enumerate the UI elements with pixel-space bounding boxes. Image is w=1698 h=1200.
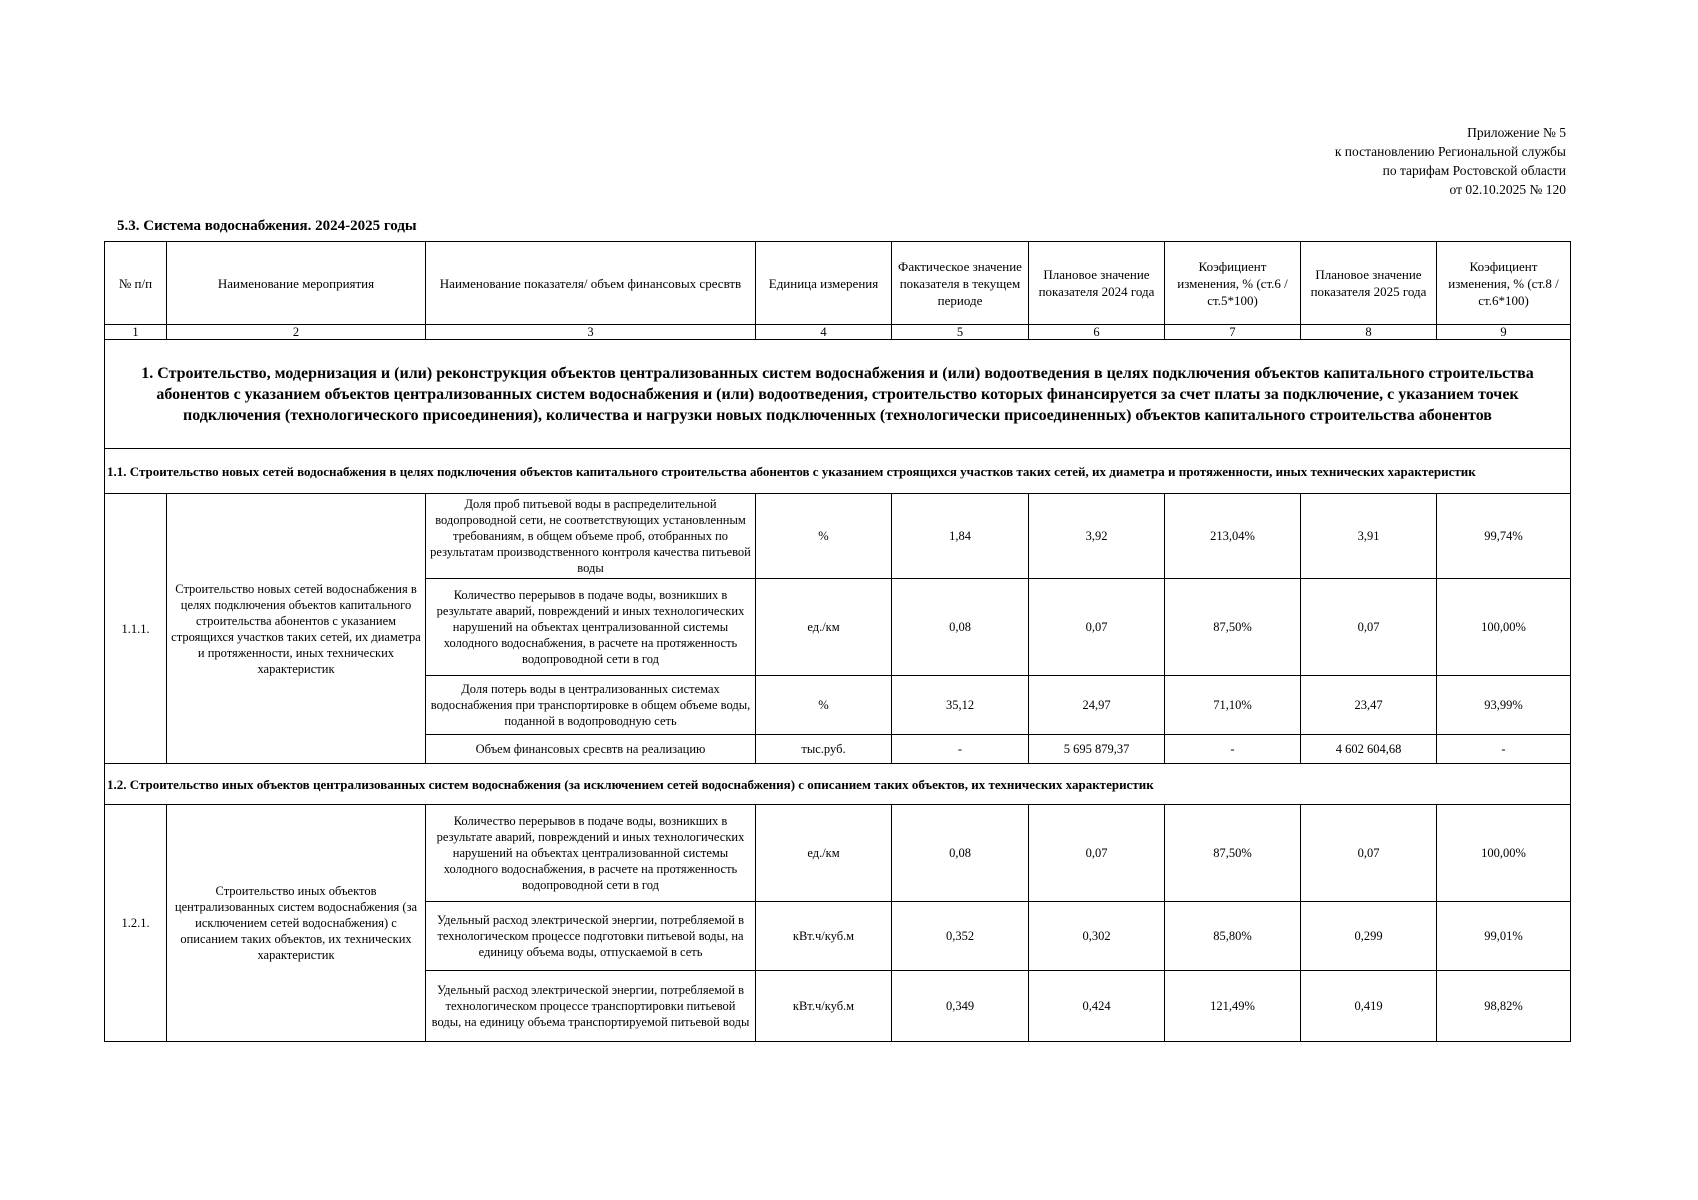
column-number: 7 bbox=[1165, 325, 1301, 340]
unit-cell: ед./км bbox=[756, 805, 892, 902]
plan-2024-value: 0,07 bbox=[1029, 805, 1165, 902]
appendix-line-1: Приложение № 5 bbox=[1467, 125, 1566, 140]
coef-1-value: - bbox=[1165, 735, 1301, 764]
fact-value: 0,349 bbox=[892, 971, 1029, 1042]
plan-2025-value: 0,07 bbox=[1301, 579, 1437, 676]
coef-1-value: 85,80% bbox=[1165, 902, 1301, 971]
coef-2-value: 98,82% bbox=[1437, 971, 1571, 1042]
activity-name: Строительство иных объектов централизованных систем водоснабжения (за исключением сетей водоснабжения) с описанием таких объектов, их технических характеристик bbox=[167, 805, 426, 1042]
plan-2025-value: 4 602 604,68 bbox=[1301, 735, 1437, 764]
appendix-line-4: от 02.10.2025 № 120 bbox=[1449, 182, 1566, 197]
indicator-name: Доля проб питьевой воды в распределительной водопроводной сети, не соответствующих установленным требованиям, в общем объеме проб, отобранных по результатам производственного контроля качества питьевой воды bbox=[426, 494, 756, 579]
appendix-line-2: к постановлению Региональной службы bbox=[1334, 144, 1566, 159]
subsection-row bbox=[105, 764, 1571, 805]
header-cell-coef-1: Коэфициент изменения, % (ст.6 /ст.5*100) bbox=[1165, 242, 1301, 325]
appendix-header bbox=[1335, 123, 1566, 199]
coef-1-value: 87,50% bbox=[1165, 805, 1301, 902]
indicator-name: Количество перерывов в подаче воды, возникших в результате аварий, повреждений и иных технологических нарушений на объектах централизованной системы холодного водоснабжения, в расчете на протяженность водопроводной сети в год bbox=[426, 805, 756, 902]
unit-cell: кВт.ч/куб.м bbox=[756, 971, 892, 1042]
plan-2025-value: 0,419 bbox=[1301, 971, 1437, 1042]
header-cell-plan-2025: Плановое значение показателя 2025 года bbox=[1301, 242, 1437, 325]
fact-value: 0,08 bbox=[892, 805, 1029, 902]
fact-value: 35,12 bbox=[892, 676, 1029, 735]
coef-1-value: 213,04% bbox=[1165, 494, 1301, 579]
fact-value: 0,352 bbox=[892, 902, 1029, 971]
coef-2-value: 99,74% bbox=[1437, 494, 1571, 579]
header-cell-fact: Фактическое значение показателя в текущем периоде bbox=[892, 242, 1029, 325]
item-number: 1.2.1. bbox=[105, 805, 167, 1042]
column-number-row bbox=[105, 325, 1571, 340]
indicator-name: Удельный расход электрической энергии, потребляемой в технологическом процессе подготовки питьевой воды, на единицу объема воды, отпускаемой в сеть bbox=[426, 902, 756, 971]
column-number: 4 bbox=[756, 325, 892, 340]
indicators-table bbox=[104, 241, 1571, 1042]
subsection-1-2-heading: 1.2. Строительство иных объектов централизованных систем водоснабжения (за исключением сетей водоснабжения) с описанием таких объектов, их технических характеристик bbox=[105, 764, 1571, 805]
unit-cell: ед./км bbox=[756, 579, 892, 676]
column-number: 3 bbox=[426, 325, 756, 340]
unit-cell: % bbox=[756, 676, 892, 735]
indicator-name: Удельный расход электрической энергии, потребляемой в технологическом процессе транспортировки питьевой воды, на единицу объема транспортируемой питьевой воды bbox=[426, 971, 756, 1042]
coef-2-value: - bbox=[1437, 735, 1571, 764]
activity-name: Строительство новых сетей водоснабжения в целях подключения объектов капитального строительства абонентов с указанием строящихся участков таких сетей, их диаметра и протяженности, иных технических характеристик bbox=[167, 494, 426, 764]
plan-2025-value: 3,91 bbox=[1301, 494, 1437, 579]
plan-2025-value: 0,299 bbox=[1301, 902, 1437, 971]
coef-1-value: 121,49% bbox=[1165, 971, 1301, 1042]
section-1-heading: 1. Строительство, модернизация и (или) реконструкция объектов централизованных систем водоснабжения и (или) водоотведения в целях подключения объектов капитального строительства абонентов с указанием объектов централизованных систем водоснабжения и (или) водоотведения, строительство которых финансируется за счет платы за подключение, с указанием точек подключения (технологического присоединения), количества и нагрузки новых подключенных (технологически присоединенных) объектов капитального строительства абонентов bbox=[105, 340, 1571, 449]
subsection-1-1-heading: 1.1. Строительство новых сетей водоснабжения в целях подключения объектов капитального строительства абонентов с указанием строящихся участков таких сетей, их диаметра и протяженности, иных технических характеристик bbox=[105, 449, 1571, 494]
header-cell-indicator: Наименование показателя/ объем финансовых сресвтв bbox=[426, 242, 756, 325]
coef-2-value: 93,99% bbox=[1437, 676, 1571, 735]
indicator-name: Количество перерывов в подаче воды, возникших в результате аварий, повреждений и иных технологических нарушений на объектах централизованной системы холодного водоснабжения, в расчете на протяженность водопроводной сети в год bbox=[426, 579, 756, 676]
coef-1-value: 87,50% bbox=[1165, 579, 1301, 676]
header-row bbox=[105, 242, 1571, 325]
plan-2024-value: 0,424 bbox=[1029, 971, 1165, 1042]
plan-2024-value: 24,97 bbox=[1029, 676, 1165, 735]
plan-2024-value: 5 695 879,37 bbox=[1029, 735, 1165, 764]
indicator-name: Объем финансовых сресвтв на реализацию bbox=[426, 735, 756, 764]
indicator-name: Доля потерь воды в централизованных системах водоснабжения при транспортировке в общем объеме воды, поданной в водопроводную сеть bbox=[426, 676, 756, 735]
item-number: 1.1.1. bbox=[105, 494, 167, 764]
plan-2024-value: 0,07 bbox=[1029, 579, 1165, 676]
fact-value: - bbox=[892, 735, 1029, 764]
appendix-line-3: по тарифам Ростовской области bbox=[1382, 163, 1566, 178]
table-row bbox=[105, 494, 1571, 579]
header-cell-unit: Единица измерения bbox=[756, 242, 892, 325]
coef-2-value: 100,00% bbox=[1437, 579, 1571, 676]
table-row bbox=[105, 805, 1571, 902]
subsection-row bbox=[105, 449, 1571, 494]
header-cell-num: № п/п bbox=[105, 242, 167, 325]
document-title: 5.3. Система водоснабжения. 2024-2025 годы bbox=[117, 218, 417, 234]
plan-2025-value: 0,07 bbox=[1301, 805, 1437, 902]
column-number: 6 bbox=[1029, 325, 1165, 340]
unit-cell: кВт.ч/куб.м bbox=[756, 902, 892, 971]
unit-cell: % bbox=[756, 494, 892, 579]
coef-2-value: 100,00% bbox=[1437, 805, 1571, 902]
fact-value: 1,84 bbox=[892, 494, 1029, 579]
plan-2024-value: 0,302 bbox=[1029, 902, 1165, 971]
header-cell-coef-2: Коэфициент изменения, % (ст.8 /ст.6*100) bbox=[1437, 242, 1571, 325]
column-number: 2 bbox=[167, 325, 426, 340]
fact-value: 0,08 bbox=[892, 579, 1029, 676]
column-number: 9 bbox=[1437, 325, 1571, 340]
column-number: 1 bbox=[105, 325, 167, 340]
column-number: 8 bbox=[1301, 325, 1437, 340]
plan-2025-value: 23,47 bbox=[1301, 676, 1437, 735]
coef-1-value: 71,10% bbox=[1165, 676, 1301, 735]
coef-2-value: 99,01% bbox=[1437, 902, 1571, 971]
plan-2024-value: 3,92 bbox=[1029, 494, 1165, 579]
unit-cell: тыс.руб. bbox=[756, 735, 892, 764]
column-number: 5 bbox=[892, 325, 1029, 340]
section-row bbox=[105, 340, 1571, 449]
header-cell-activity: Наименование мероприятия bbox=[167, 242, 426, 325]
header-cell-plan-2024: Плановое значение показателя 2024 года bbox=[1029, 242, 1165, 325]
